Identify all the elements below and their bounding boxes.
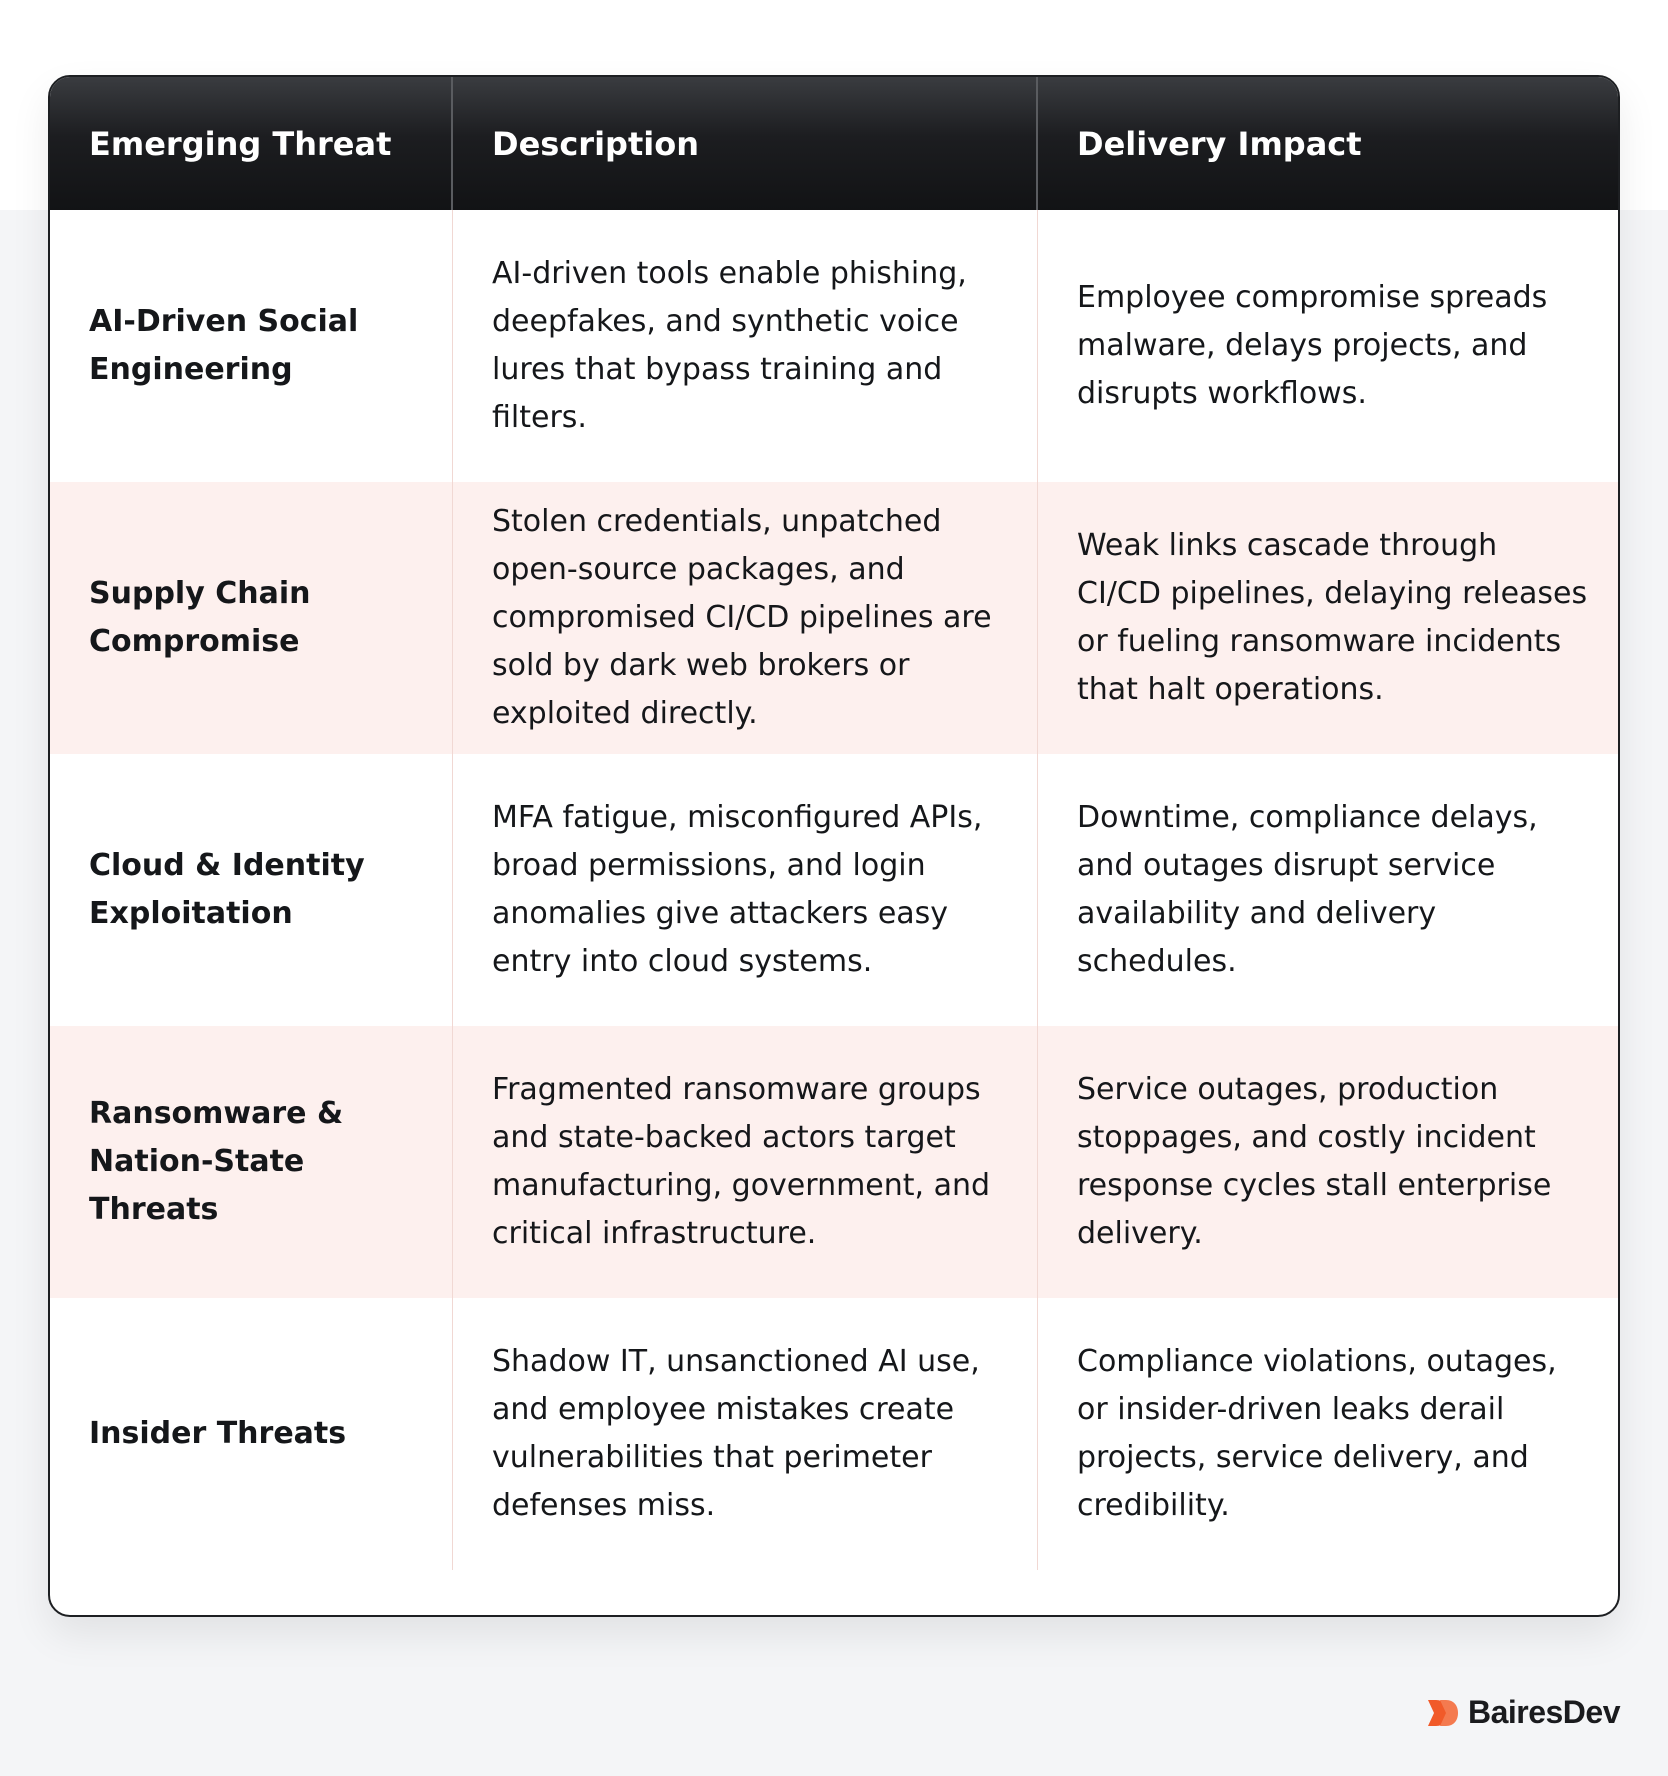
bairesdev-logo-icon <box>1426 1698 1460 1728</box>
table-row <box>50 754 1618 1026</box>
impact-cell: Weak links cascade through CI/CD pipelines, delaying releases or fueling ransomware incidents that halt operations. <box>1077 528 1588 707</box>
table-row <box>50 1026 1618 1298</box>
description-cell: MFA fatigue, misconfigured APIs, broad permissions, and login anomalies give attackers easy entry into cloud systems. <box>453 754 1038 1026</box>
threat-cell: Supply Chain Compromise <box>50 482 453 754</box>
impact-cell: Service outages, production stoppages, and costly incident response cycles stall enterprise delivery. <box>1077 1072 1552 1251</box>
threat-cell: AI-Driven Social Engineering <box>50 210 453 482</box>
header-description: Description <box>453 77 1038 210</box>
table-row <box>50 210 1618 482</box>
header-delivery-impact: Delivery Impact <box>1077 124 1362 163</box>
threat-cell: Ransomware & Nation-State Threats <box>50 1026 453 1298</box>
impact-cell: Employee compromise spreads malware, delays projects, and disrupts workflows. <box>1077 280 1548 411</box>
table-row <box>50 482 1618 754</box>
threat-cell: Cloud & Identity Exploitation <box>50 754 453 1026</box>
header-emerging-threat: Emerging Threat <box>50 77 453 210</box>
description-cell: Stolen credentials, unpatched open-source packages, and compromised CI/CD pipelines are sold by dark web brokers or exploited directly. <box>453 482 1038 754</box>
description-cell: AI-driven tools enable phishing, deepfakes, and synthetic voice lures that bypass training and filters. <box>453 210 1038 482</box>
table-row <box>50 1298 1618 1570</box>
description-cell: Fragmented ransomware groups and state-backed actors target manufacturing, government, and critical infrastructure. <box>453 1026 1038 1298</box>
impact-cell: Compliance violations, outages, or insider-driven leaks derail projects, service delivery, and credibility. <box>1077 1344 1557 1523</box>
brand-name: BairesDev <box>1467 1694 1620 1730</box>
threat-cell: Insider Threats <box>50 1298 453 1570</box>
description-cell: Shadow IT, unsanctioned AI use, and employee mistakes create vulnerabilities that perimeter defenses miss. <box>453 1298 1038 1570</box>
impact-cell: Downtime, compliance delays, and outages disrupt service availability and delivery schedules. <box>1077 800 1538 979</box>
table-header <box>50 77 1618 210</box>
brand-logo <box>1426 1694 1620 1731</box>
threats-table <box>48 75 1620 1617</box>
